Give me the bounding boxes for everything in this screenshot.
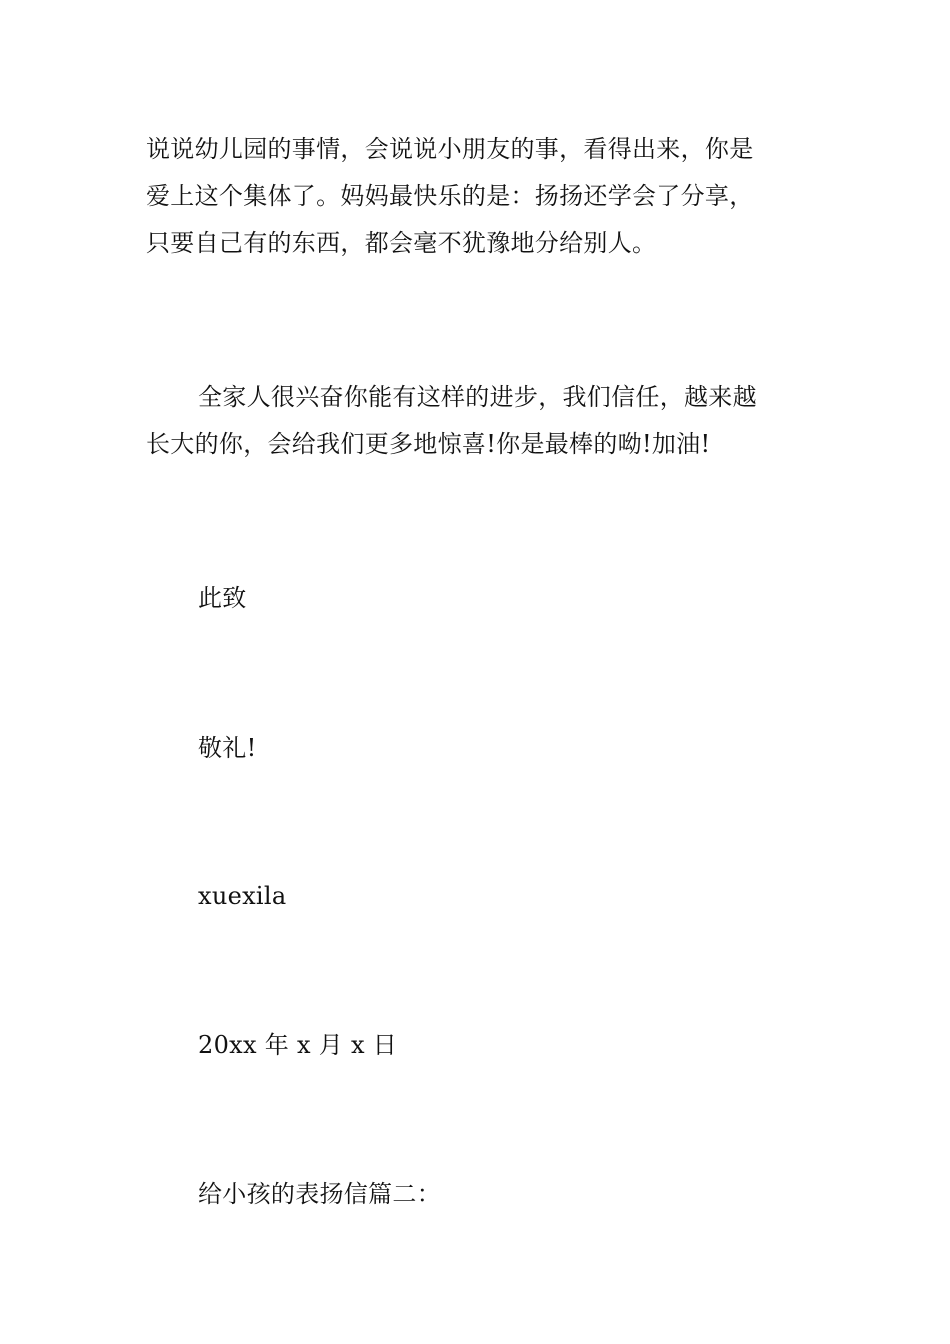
text-line: 爱上这个集体了。妈妈最快乐的是：扬扬还学会了分享， <box>146 182 754 210</box>
text-line: 长大的你，会给我们更多地惊喜!你是最棒的呦!加油! <box>146 430 711 458</box>
signature: xuexila <box>198 882 287 910</box>
letter-body-paragraph-1 <box>146 126 812 267</box>
text-line: 只要自己有的东西，都会毫不犹豫地分给别人。 <box>146 229 657 257</box>
section-heading: 给小孩的表扬信篇二： <box>198 1180 441 1208</box>
closing-salutation: 此致 <box>198 584 247 612</box>
text-line: 全家人很兴奋你能有这样的进步，我们信任，越来越 <box>198 383 757 411</box>
closing-regards: 敬礼! <box>198 734 257 762</box>
letter-date: 20xx 年 x 月 x 日 <box>198 1031 398 1059</box>
letter-body-paragraph-2 <box>146 374 812 468</box>
text-line: 说说幼儿园的事情，会说说小朋友的事，看得出来，你是 <box>146 135 754 163</box>
